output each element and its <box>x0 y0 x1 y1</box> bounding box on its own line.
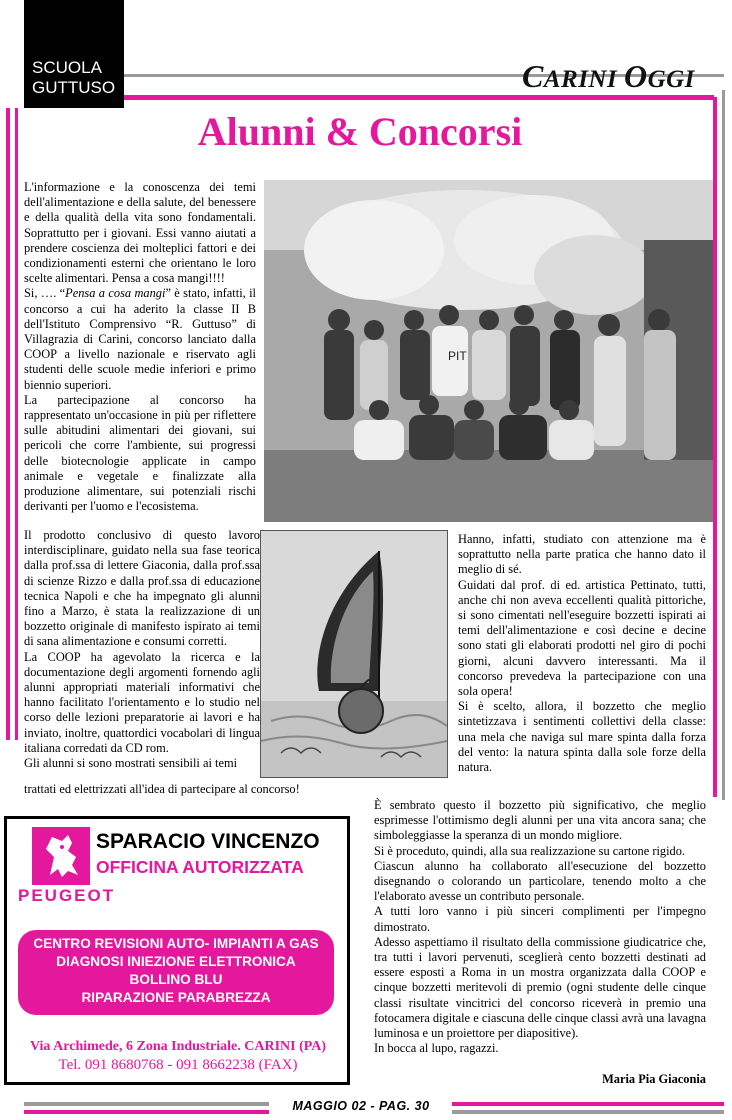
author-signature: Maria Pia Giaconia <box>602 1072 706 1086</box>
page-footer: MAGGIO 02 - PAG. 30 <box>292 1099 430 1113</box>
winning-sketch-image <box>260 530 448 778</box>
article-column-right <box>458 532 706 775</box>
article-paragraph: A tutti loro vanno i più sinceri complimenti per l'impegno dimostrato. <box>374 904 706 934</box>
school-tag <box>24 0 124 108</box>
bottom-grey-rule-right <box>452 1110 724 1114</box>
ad-subtitle: OFFICINA AUTORIZZATA <box>96 857 304 877</box>
page-title: Alunni & Concorsi <box>197 109 523 154</box>
left-magenta-rule-inner <box>15 108 18 740</box>
school-tag-line1: SCUOLA <box>32 58 102 77</box>
shirt-text: PIT <box>448 349 467 363</box>
article-paragraph: Il prodotto conclusivo di questo lavoro interdisciplinare, guidato nella sua fase teorica dalla prof.ssa di lettere Giaconia, dalla prof.ssa di scienze Rizzo e dalla prof.ssa di educazione tecnica Napoli e che ha impegnato gli alunni fino a Marzo, è stata la realizzazione di un bozzetto originale di manifesto ispirato ai temi di sana alimentazione e consumi corretti. <box>24 528 260 649</box>
peugeot-lion-icon <box>32 827 90 885</box>
article-paragraph: Hanno, infatti, studiato con attenzione ma è soprattutto nella parte pratica che hanno dato il meglio di sé. <box>458 532 706 577</box>
article-column-left <box>24 180 256 514</box>
top-magenta-rule <box>124 95 714 100</box>
carini-oggi-logo: CARINI OGGI <box>522 58 695 94</box>
ad-service-line: BOLLINO BLU <box>129 972 223 987</box>
article-paragraph: Si è scelto, allora, il bozzetto che meglio sintetizzava i sentimenti collettivi della classe: una mela che naviga sul mare spinta dalla forza del vento: la natura spinta dalla sole forze della natura. <box>458 699 706 775</box>
bottom-grey-rule-left <box>24 1102 269 1106</box>
left-magenta-rule <box>6 108 10 740</box>
article-line-wide: trattati ed elettrizzati all'idea di partecipare al concorso! <box>24 782 300 796</box>
article-paragraph: Guidati dal prof. di ed. artistica Pettinato, tutti, anche chi non aveva eccellenti qualità pittoriche, si sono cimentati nell'eseguire bozzetti ispirati ai temi dell'alimentazione e così decine e decine sono stati gli elaborati prodotti nel giro di pochi giorni, alcuni davvero interessanti. Ma il concorso prevedeva la partecipazione con una sola opera! <box>458 577 706 699</box>
right-magenta-rule <box>713 97 717 797</box>
article-paragraph: È sembrato questo il bozzetto più significativo, che meglio esprimesse l'ottimismo degli alunni per una vita ancora sana; che simboleggiasse la speranza di un mondo migliore. <box>374 798 706 843</box>
ad-service-line: DIAGNOSI INIEZIONE ELETTRONICA <box>56 954 296 969</box>
article-paragraph: L'informazione e la conoscenza dei temi dell'alimentazione e della salute, del benessere e della qualità della vita sono fondamentali. Soprattutto per i giovani. Essi vanno aiutati a prendere coscienza dei molteplici fattori e dei condizionamenti esterni che orientano le loro scelte alimentari. Pensa a cosa mangi!!!! <box>24 180 256 286</box>
article-paragraph: Adesso aspettiamo il risultato della commissione giudicatrice che, tra tutti i lavori pervenuti, sceglierà cento bozzetti destinati ad essere esposti a Roma in un mostra organizzata dalla COOP e cinque bozzetti meritevoli di premio (ogni studente delle cinque classi risultate vincitrici del concorso riceverà in premio una fotocamera digitale e ciascuna delle cinque classi avrà una lavagna luminosa e un proiettore per diapositive). <box>374 934 706 1041</box>
ad-service-line: RIPARAZIONE PARABREZZA <box>81 990 271 1005</box>
article-paragraph: La partecipazione al concorso ha rappresentato un'occasione in più per riflettere sulle abitudini alimentari dei giovani, sui pericoli che corre l'ambiente, sui progressi delle biotecnologie applicate in campo animale e vegetale e finalizzate alla produzione alimentare, sui potenziali rischi derivanti per l'uomo e l'ecosistema. <box>24 392 256 514</box>
article-paragraph: Gli alunni si sono mostrati sensibili ai temi <box>24 756 238 771</box>
article-paragraph: In bocca al lupo, ragazzi. <box>374 1041 499 1056</box>
ad-brand: PEUGEOT <box>18 886 116 905</box>
ad-business-name: SPARACIO VINCENZO <box>96 830 320 853</box>
ad-phone: Tel. 091 8680768 - 091 8662238 (FAX) <box>58 1057 298 1073</box>
ad-address: Via Archimede, 6 Zona Industriale. CARINI (PA) <box>29 1039 327 1054</box>
article-paragraph: Si, …. “Pensa a cosa mangi” è stato, infatti, il concorso a cui ha aderito la classe II B dell'Istituto Comprensivo “R. Guttuso” di Villagrazia di Carini, concorso lanciato dalla COOP a livello nazionale e riservato agli studenti delle scuole medie inferiori e primo biennio superiori. <box>24 286 256 392</box>
article-column-mid <box>24 528 260 771</box>
article-column-bottom <box>374 798 706 1056</box>
ad-service-line: CENTRO REVISIONI AUTO- IMPIANTI A GAS <box>33 936 319 951</box>
class-photo <box>264 180 713 522</box>
article-paragraph: La COOP ha agevolato la ricerca e la documentazione degli argomenti fornendo agli alunni appropriati materiali informativi che hanno facilitato l'orientamento e lo studio nel corso delle lezioni preparatorie ai lavori e ha inviato, inoltre, quattordici vocabolari di lingua italiana corredati da CD rom. <box>24 649 260 755</box>
bottom-magenta-rule-right <box>452 1102 724 1106</box>
ad-services-banner <box>18 930 334 1015</box>
article-paragraph: Ciascun alunno ha collaborato all'esecuzione del bozzetto disegnando o colorando un particolare, tenendo molto a che l'elaborato avesse un contributo personale. <box>374 858 706 904</box>
article-paragraph: Si è proceduto, quindi, alla sua realizzazione su cartone rigido. <box>374 843 686 858</box>
school-tag-line2: GUTTUSO <box>32 78 116 97</box>
bottom-magenta-rule-left <box>24 1110 269 1114</box>
right-grey-rule <box>722 90 725 800</box>
